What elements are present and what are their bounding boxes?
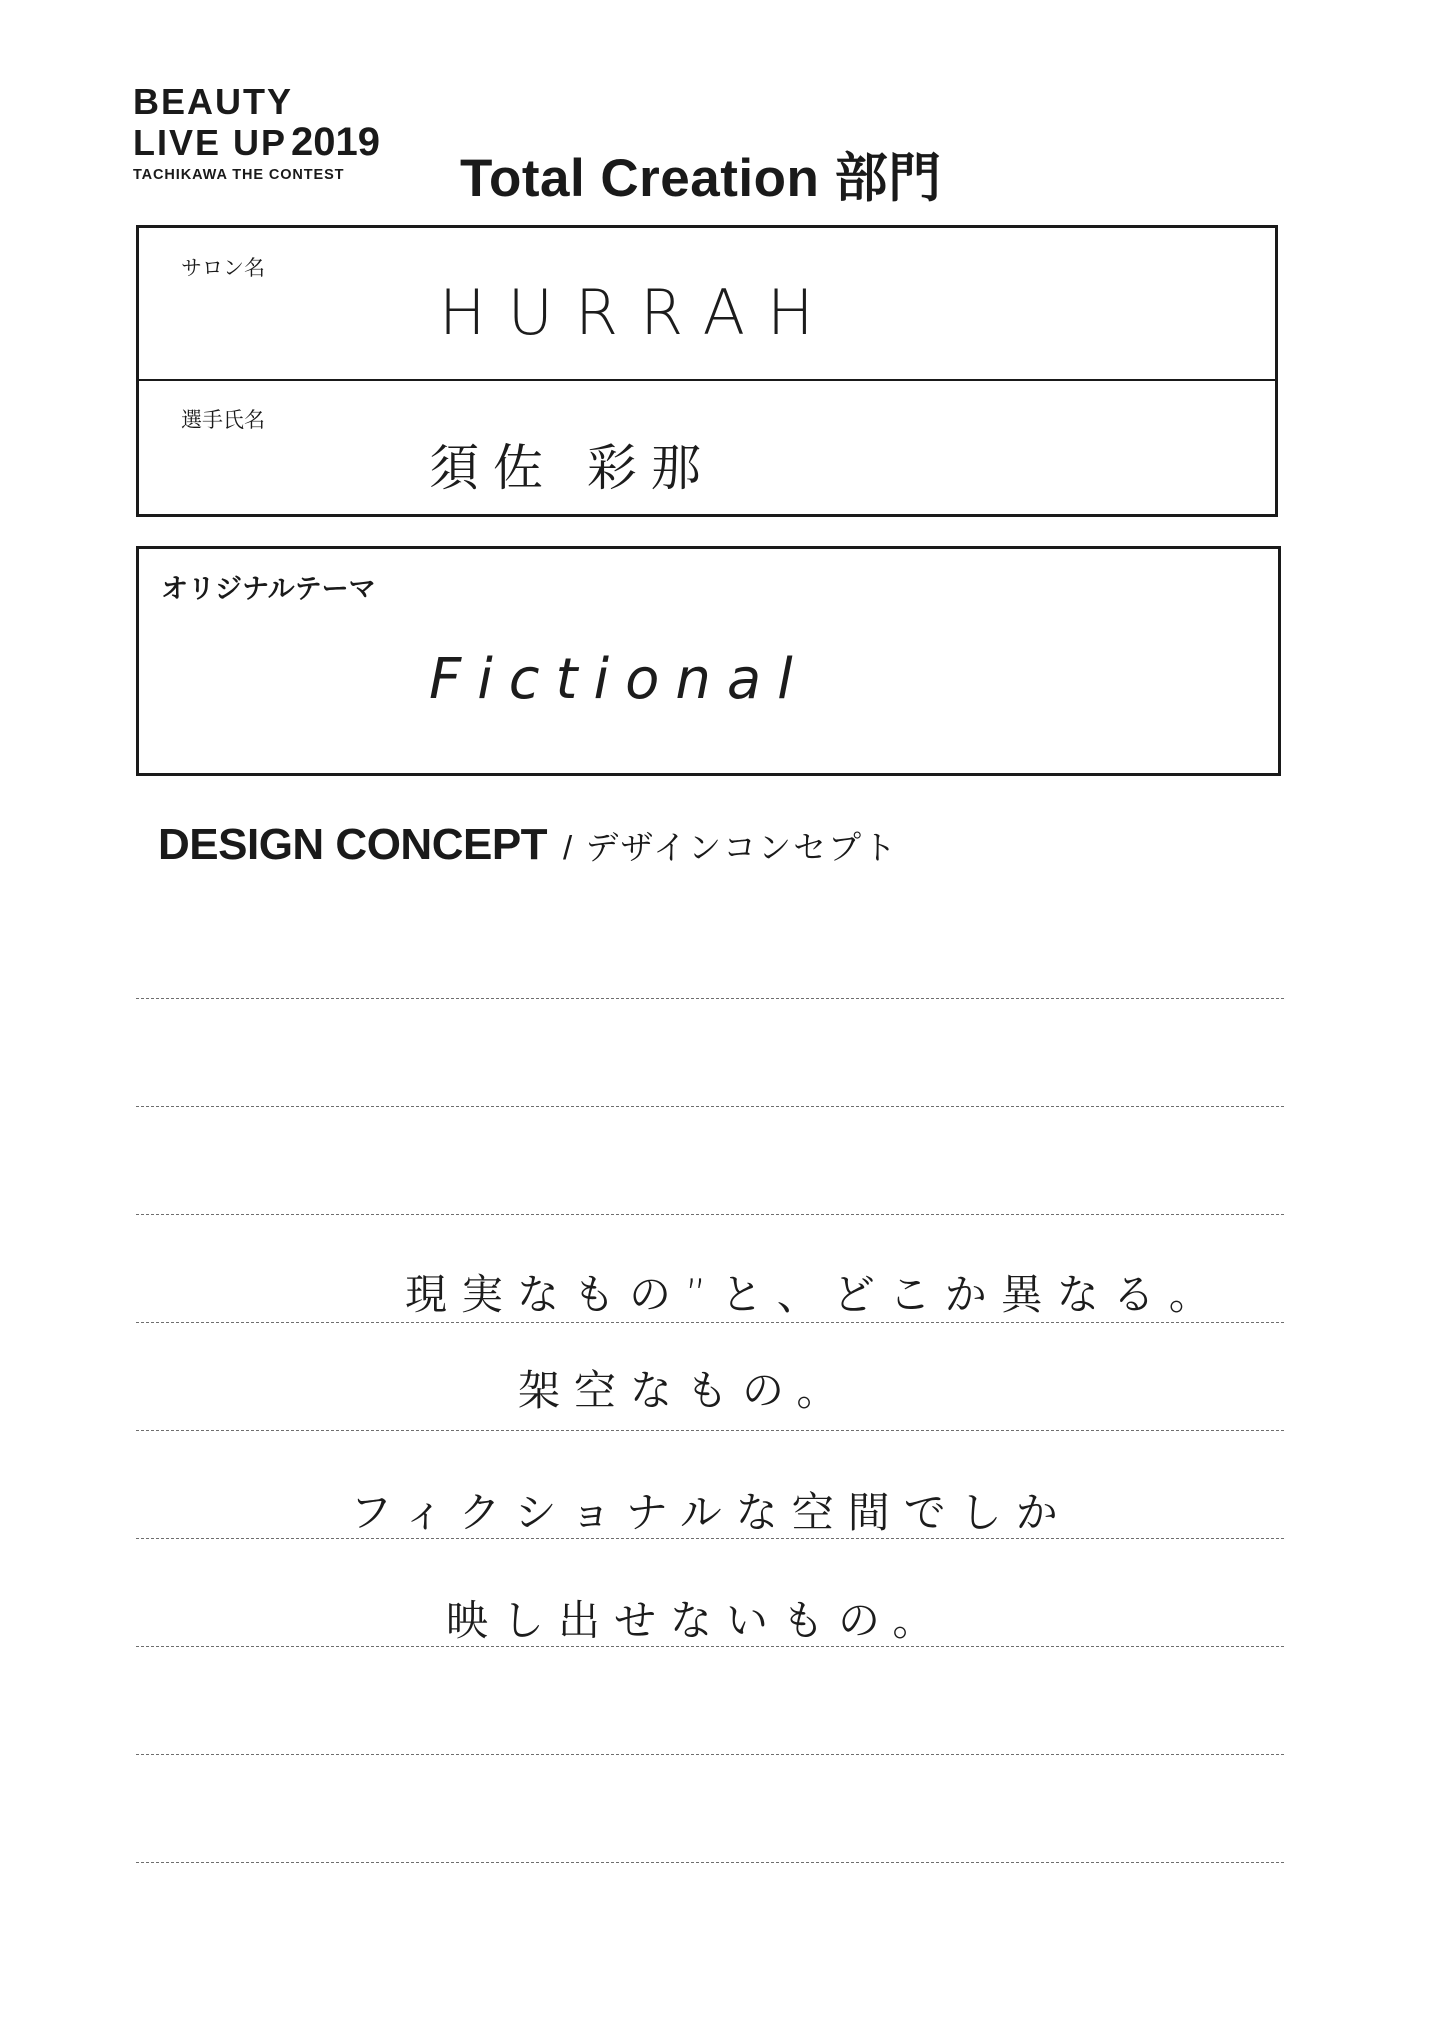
original-theme-label: オリジナルテーマ [161,574,376,604]
entry-info-box [136,225,1278,517]
design-concept-heading [158,820,898,870]
design-concept-subtitle: / デザインコンセプト [563,829,899,866]
design-concept-line-4: 映し出せないもの。 [446,1596,949,1645]
design-concept-line-1: 現実なもの”と、どこか異なる。 [405,1270,1225,1319]
contestant-name-label: 選手氏名 [181,409,265,432]
contest-logo [133,81,381,183]
field-divider [139,379,1275,381]
brand-subtitle: TACHIKAWA THE CONTEST [133,167,345,183]
brand-line-2 [133,120,380,165]
design-concept-line-3: フィクショナルな空間でしか [350,1488,1072,1537]
writing-line [136,1106,1284,1107]
design-concept-line-2: 架空なもの。 [518,1366,853,1415]
writing-line [136,1322,1284,1323]
salon-name-label: サロン名 [181,257,265,280]
writing-line [136,998,1284,999]
writing-line [136,1214,1284,1215]
writing-line [136,1754,1284,1755]
brand-year: 2019 [291,120,381,164]
original-theme-value: Fictional [429,647,809,712]
salon-name-value: HURRAH [439,276,836,349]
contestant-name-value: 須佐 彩那 [429,439,715,497]
design-concept-title: DESIGN CONCEPT [158,820,548,869]
original-theme-box [136,546,1281,776]
writing-line [136,1430,1284,1431]
writing-line [136,1862,1284,1863]
brand-line-1: BEAUTY [133,81,294,122]
section-title: Total Creation 部門 [460,149,942,208]
brand-live-up: LIVE UP [133,122,288,163]
